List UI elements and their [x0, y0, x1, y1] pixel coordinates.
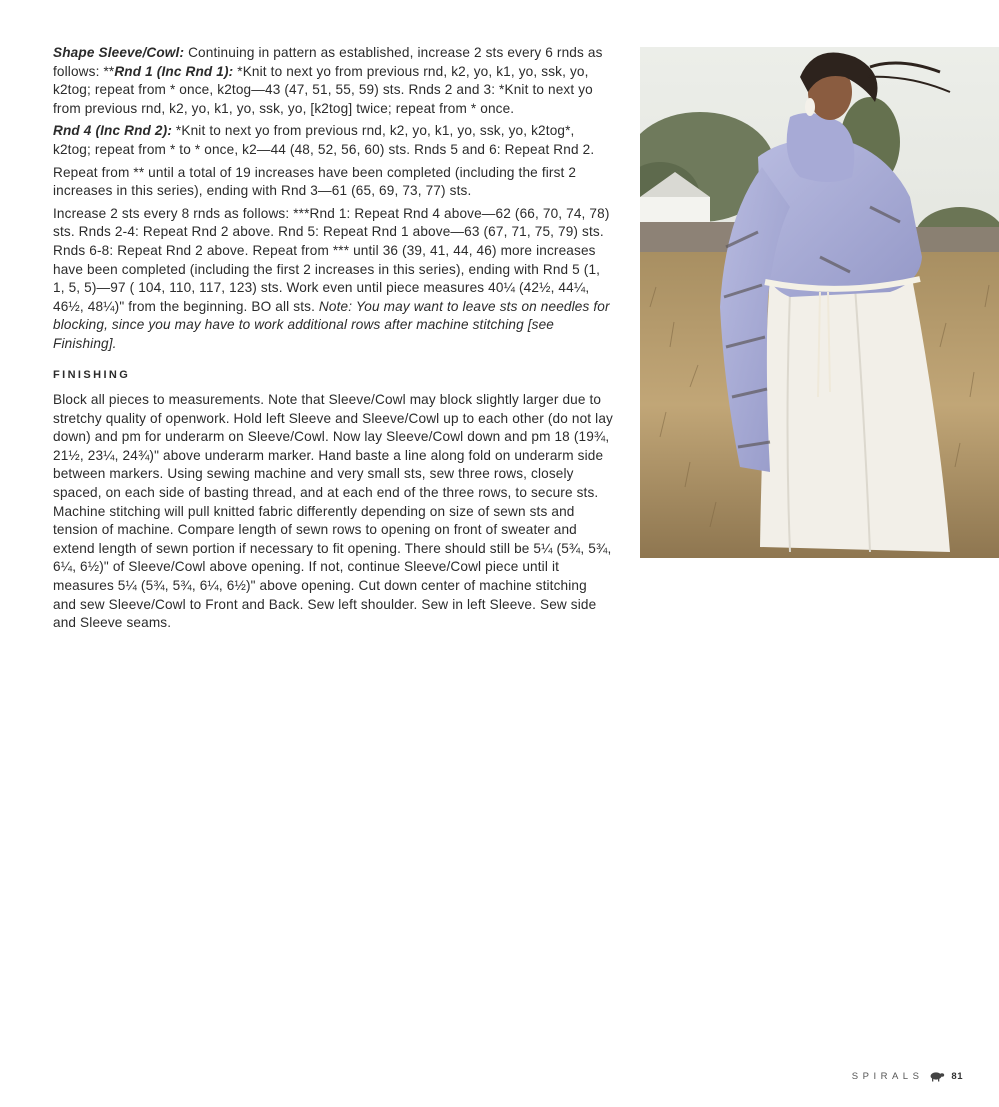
repeat-paragraph: Repeat from ** until a total of 19 increases have been completed (including the first 2 increases in this series), ending with Rnd 3—61 (65, 69, 73, 77) sts.	[53, 164, 577, 199]
finishing-heading: FINISHING	[53, 368, 131, 381]
blocking-note: Note: You may want to leave sts on needles for blocking, since you may have to work additional rows after machine stitching [see Finishing].	[53, 298, 610, 351]
rnd4-heading: Rnd 4 (Inc Rnd 2):	[53, 123, 172, 139]
finishing-paragraph: Block all pieces to measurements. Note that Sleeve/Cowl may block slightly larger due to stretchy quality of openwork. Hold left Sleeve and Sleeve/Cowl up to each other (do not lay down) and pm for underarm on Sleeve/Cowl. Now lay Sleeve/Cowl down and pm 18 (19¾, 21½, 23¼, 24¾)" above underarm marker. Hand baste a line along fold on underarm side between markers. Using sewing machine and very small sts, sew three rows, closely spaced, on each side of basting thread, and at each end of the three rows, to secure sts. Machine stitching will pull knitted fabric differently depending on size of sewn sts and tension of machine. Compare length of sewn rows to opening on front of sweater and extend length of sewn portion if necessary to fit opening. There should still be 5¼ (5¾, 5¾, 6¼, 6½)" of Sleeve/Cowl above opening. If not, continue Sleeve/Cowl piece until it measures 5¼ (5¾, 5¾, 6¼, 6½)" above opening. Cut down center of machine stitching and sew Sleeve/Cowl to Front and Back. Sew left shoulder. Sew in left Sleeve. Sew side and Sleeve seams.	[53, 392, 613, 631]
shape-sleeve-paragraph	[53, 44, 613, 118]
sheep-icon	[929, 1071, 945, 1082]
page-footer	[852, 1071, 963, 1082]
shape-sleeve-intro: Continuing in pattern as established, increase 2 sts every 6 rnds as follows: **	[53, 45, 603, 79]
rnd1-heading: Rnd 1 (Inc Rnd 1):	[114, 63, 234, 79]
increase-text: Increase 2 sts every 8 rnds as follows: ***Rnd 1: Repeat Rnd 4 above—62 (66, 70, 74, 78) sts. Rnds 2-4: Repeat Rnd 2 above. Rnd 5: Repeat Rnd 1 above—63 (67, 71, 75, 79) sts. Rnds 6-8: Repeat Rnd 2 above. Repeat from *** until 36 (39, 41, 44, 46) more increases have been completed (including the first 2 increases in this series), ending with Rnd 5 (1, 1, 5, 5)—97 ( 104, 110, 117, 123) sts. Work even until piece measures 40¼ (42½, 44¼, 46½, 48¼)" from the beginning. BO all sts.	[53, 205, 610, 314]
increase-paragraph	[53, 205, 613, 354]
rnd4-text: *Knit to next yo from previous rnd, k2, yo, k1, yo, ssk, yo, k2tog*, k2tog; repeat from * to * once, k2—44 (48, 52, 56, 60) sts. Rnds 5 and 6: Repeat Rnd 2.	[53, 123, 595, 157]
page-number: 81	[951, 1071, 963, 1082]
pattern-text-column	[53, 44, 613, 637]
running-title: SPIRALS	[851, 1071, 924, 1082]
rnd1-text: *Knit to next yo from previous rnd, k2, yo, k1, yo, ssk, yo, k2tog; repeat from * once, k2tog—43 (47, 51, 55, 59) sts. Rnds 2 and 3: *Knit to next yo from previous rnd, k2, yo, k1, yo, ssk, yo, [k2tog] twice; repeat from * once.	[53, 63, 593, 116]
model-photo	[640, 47, 999, 558]
rnd4-paragraph	[53, 122, 613, 159]
shape-sleeve-heading: Shape Sleeve/Cowl:	[53, 45, 185, 60]
